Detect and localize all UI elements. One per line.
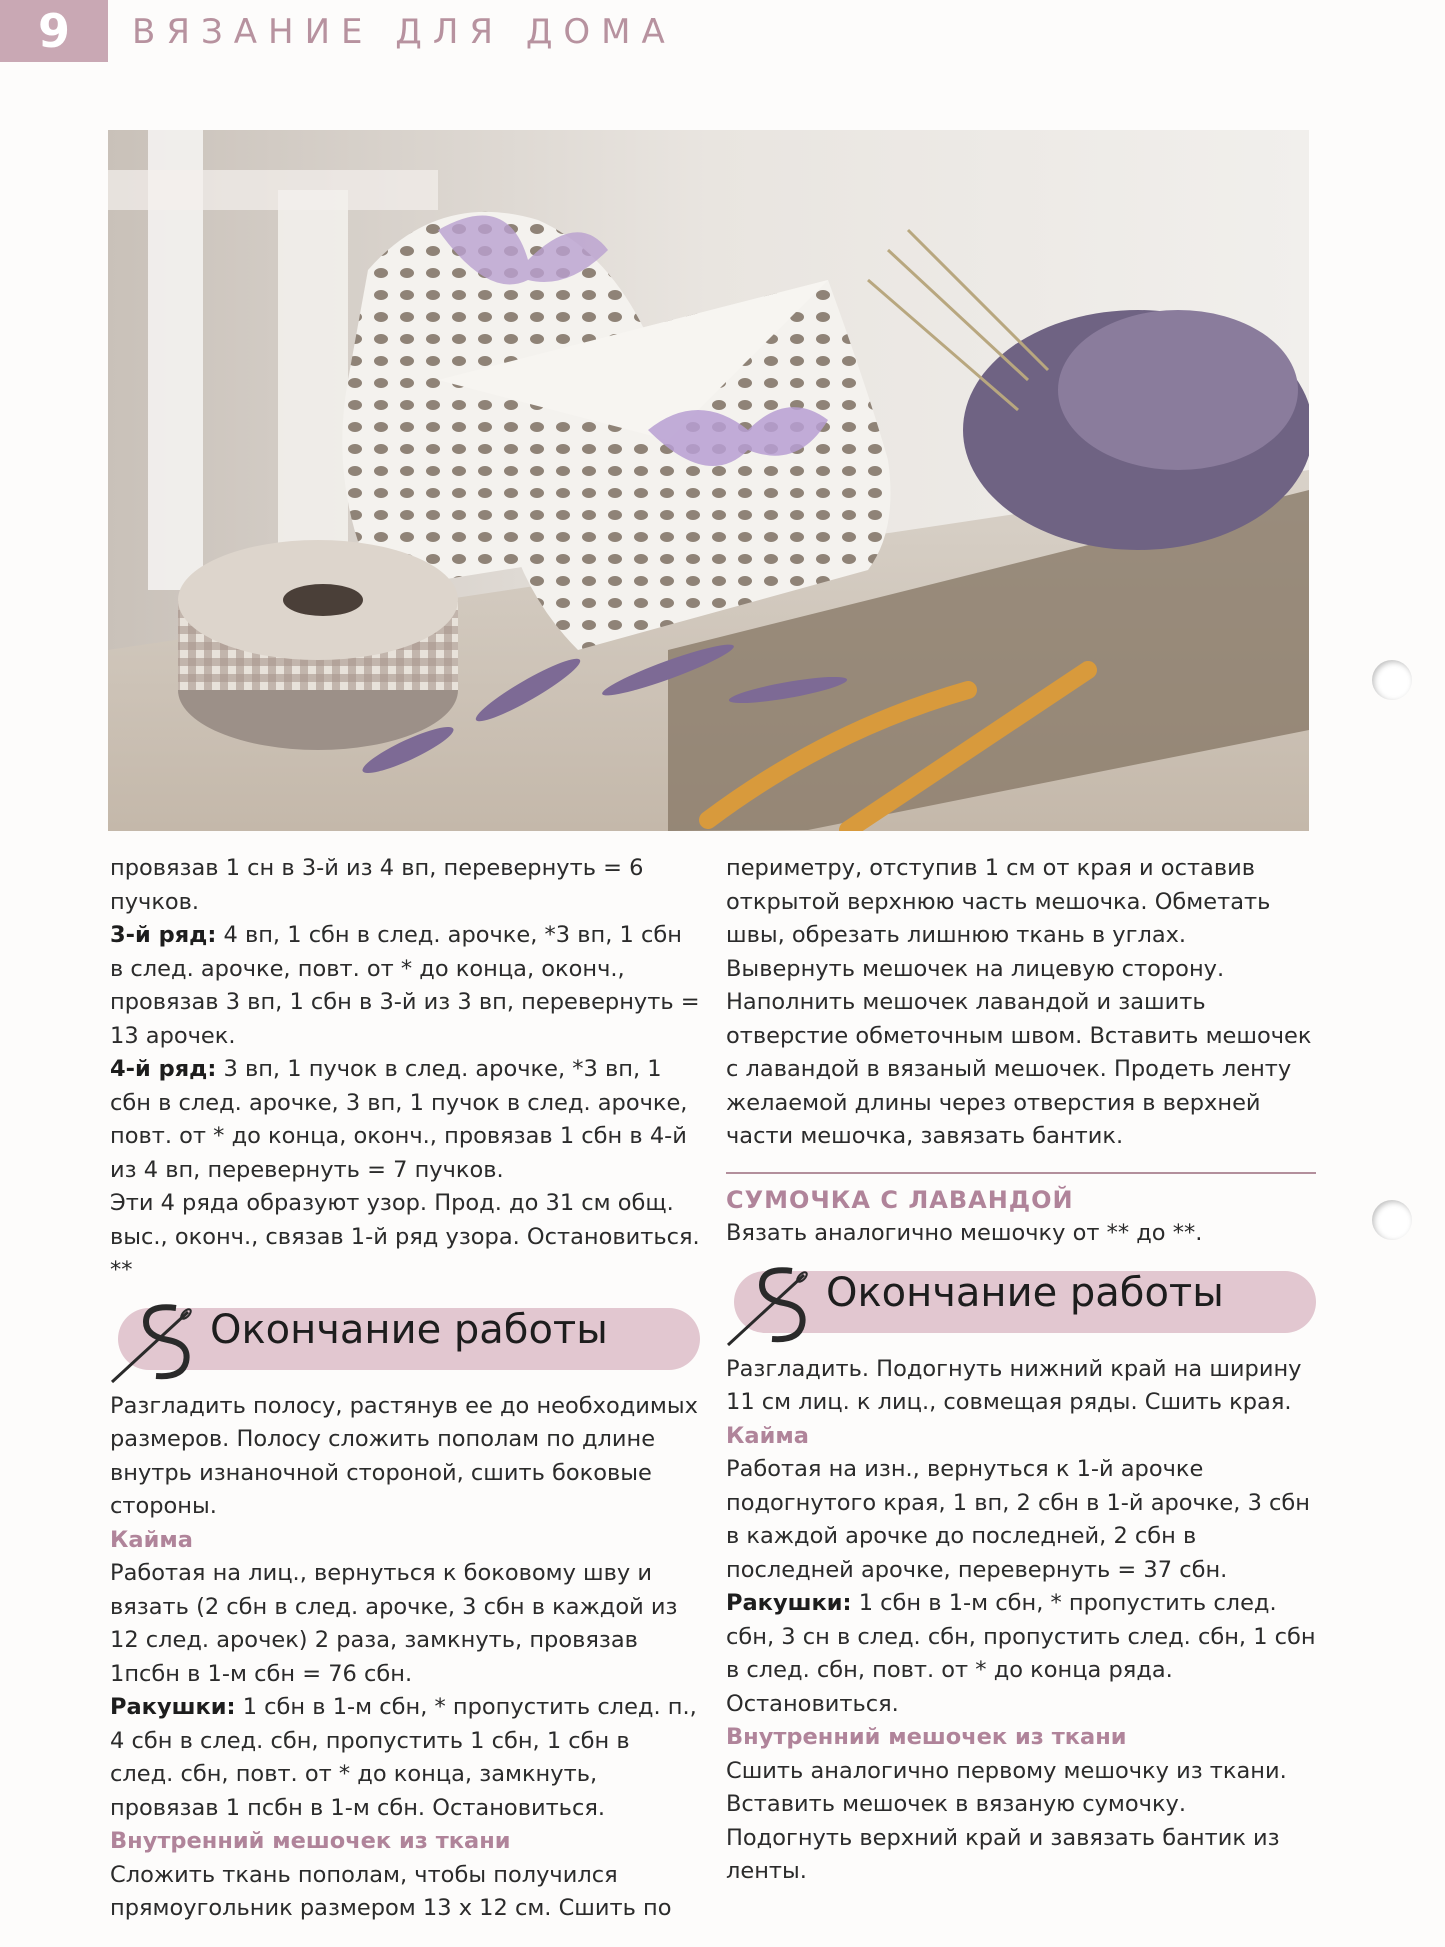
paragraph: провязав 1 сн в 3-й из 4 вп, перевернуть = 6 пучков. — [110, 855, 644, 915]
paragraph: периметру, отступив 1 см от края и оставив открытой верхнюю часть мешочка. Обметать швы, обрезать лишнюю ткань в углах. Вывернуть мешочек на лицевую сторону. Наполнить мешочек лавандой и зашить отверстие обметочным швом. Вставить мешочек с лавандой в вязаный мешочек. Продеть ленту желаемой длины через отверстия в верхней части мешочка, завязать бантик. — [726, 855, 1312, 1149]
bag-heading: СУМОЧКА С ЛАВАНДОЙ — [726, 1185, 1074, 1214]
divider — [726, 1172, 1316, 1174]
shells-text: 1 сбн в 1-м сбн, * пропустить след. сбн, 3 сн в след. сбн, пропустить след. сбн, 1 сбн в след. сбн, повт. от * до конца ряда. Остановиться. — [726, 1590, 1316, 1717]
row4-label: 4-й ряд: — [110, 1056, 217, 1082]
row3-text: 4 вп, 1 сбн в след. арочке, *3 вп, 1 сбн в след. арочке, повт. от * до конца, оконч., провязав 3 вп, 1 сбн в 3-й из 3 вп, перевернуть = 13 арочек. — [110, 922, 700, 1049]
pattern-paragraph: Эти 4 ряда образуют узор. Прод. до 31 см общ. выс., оконч., связав 1-й ряд узора. Остановиться. ** — [110, 1190, 700, 1283]
edge-paragraph: Работая на изн., вернуться к 1-й арочке подогнутого края, 1 вп, 2 сбн в 1-й арочке, 3 сбн в каждой арочке до последней, 2 сбн в последней арочке, перевернуть = 37 сбн. — [726, 1456, 1310, 1583]
binder-hole-top — [1372, 660, 1412, 700]
needle-thread-icon — [722, 1263, 822, 1349]
row4-text: 3 вп, 1 пучок в след. арочке, *3 вп, 1 сбн в след. арочке, 3 вп, 1 пучок в след. арочке, повт. от * до конца, оконч., провязав 1 сбн в 4-й из 4 вп, перевернуть = 7 пучков. — [110, 1056, 688, 1183]
right-column — [726, 852, 1316, 1889]
section-title: Окончание работы — [210, 1306, 608, 1353]
row4-paragraph — [110, 1053, 700, 1187]
running-head: ВЯЗАНИЕ ДЛЯ ДОМА — [132, 12, 676, 52]
page-number: 9 — [0, 0, 108, 62]
shells-label: Ракушки: — [726, 1590, 852, 1616]
needle-thread-icon — [106, 1300, 206, 1386]
shells-paragraph — [110, 1691, 700, 1825]
row3-label: 3-й ряд: — [110, 922, 217, 948]
shells-text: 1 сбн в 1-м сбн, * пропустить след. п., 4 сбн в след. сбн, пропустить 1 сбн, 1 сбн в след. сбн, повт. от * до конца, замкнуть, провязав 1 псбн в 1-м сбн. Остановиться. — [110, 1694, 697, 1821]
edge-paragraph: Работая на лиц., вернуться к боковому шву и вязать (2 сбн в след. арочке, 3 сбн в каждой из 12 след. арочек) 2 раза, замкнуть, провязав 1псбн в 1-м сбн = 76 сбн. — [110, 1560, 678, 1687]
section-title: Окончание работы — [826, 1269, 1224, 1316]
edge-heading: Кайма — [110, 1526, 193, 1553]
lavender-sachets-photo — [108, 130, 1309, 831]
row3-paragraph — [110, 919, 700, 1053]
inner-bag-paragraph: Сложить ткань пополам, чтобы получился прямоугольник размером 13 х 12 см. Сшить по — [110, 1861, 672, 1921]
edge-heading: Кайма — [726, 1422, 809, 1449]
section-heading-finish — [106, 1300, 700, 1380]
section-heading-finish — [722, 1263, 1316, 1343]
inner-bag-heading: Внутренний мешочек из ткани — [726, 1724, 1127, 1750]
binder-hole-bottom — [1372, 1200, 1412, 1240]
shells-label: Ракушки: — [110, 1694, 236, 1720]
finish-paragraph: Разгладить. Подогнуть нижний край на ширину 11 см лиц. к лиц., совмещая ряды. Сшить края. — [726, 1355, 1302, 1415]
inner-bag-paragraph: Сшить аналогично первому мешочку из ткани. Вставить мешочек в вязаную сумочку. Подогнуть верхний край и завязать бантик из ленты. — [726, 1757, 1287, 1884]
bag-paragraph: Вязать аналогично мешочку от ** до **. — [726, 1220, 1203, 1246]
inner-bag-heading: Внутренний мешочек из ткани — [110, 1828, 511, 1854]
shells-paragraph — [726, 1587, 1316, 1721]
left-column — [110, 852, 700, 1926]
finish-paragraph: Разгладить полосу, растянув ее до необходимых размеров. Полосу сложить пополам по длине внутрь изнаночной стороной, сшить боковые стороны. — [110, 1392, 698, 1519]
